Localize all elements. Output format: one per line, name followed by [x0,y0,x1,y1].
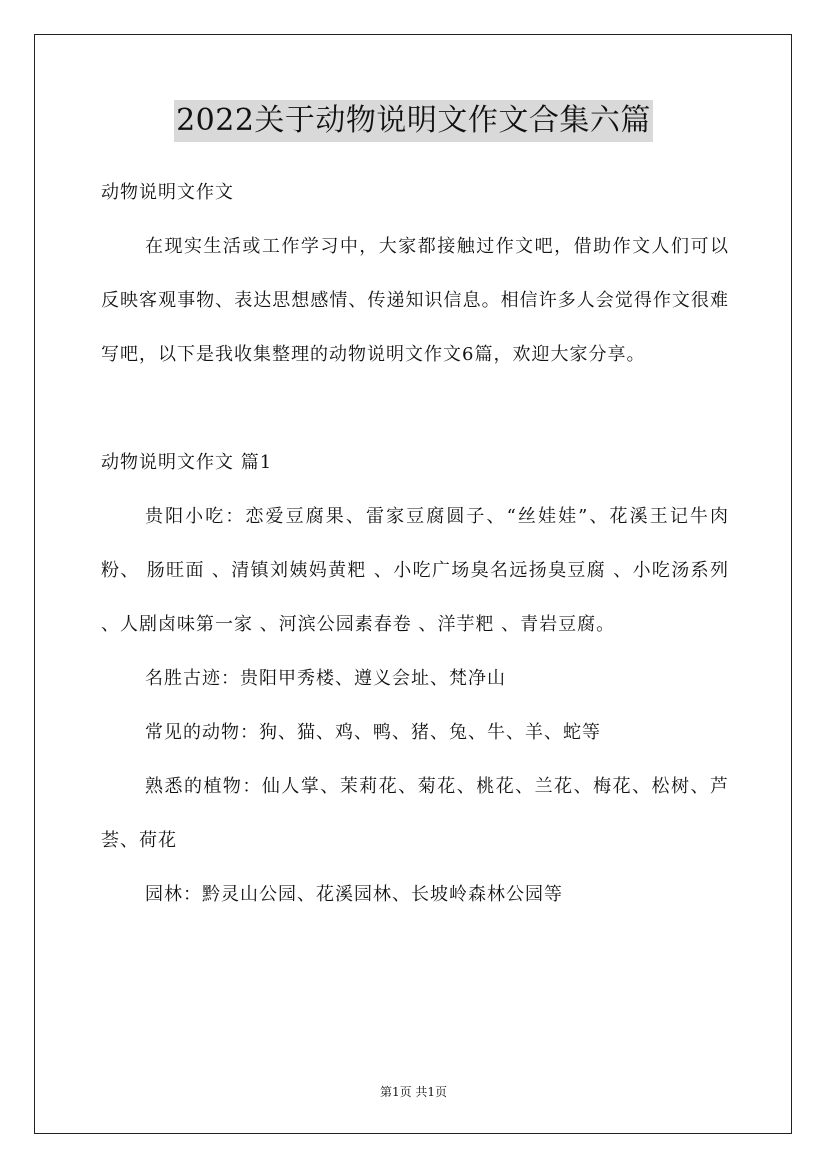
page-number: 第1页 共1页 [379,1085,448,1099]
section1-paragraph-gardens: 园林：黔灵山公园、花溪园林、长坡岭森林公园等 [145,884,563,905]
section-gap [101,382,729,436]
page-footer [0,1083,827,1101]
document-body [101,166,729,922]
section1-paragraph-snacks: 贵阳小吃：恋爱豆腐果、雷家豆腐圆子、“丝娃娃”、花溪王记牛肉粉、 肠旺面 、清镇刘姨妈黄粑 、小吃广场臭名远扬臭豆腐 、小吃汤系列 、人剧卤味第一家 、河滨公园素春卷 、洋芋粑 、青岩豆腐。 [101,506,729,635]
title-container [0,100,827,142]
document-title: 2022关于动物说明文作文合集六篇 [174,100,653,142]
intro-paragraph: 在现实生活或工作学习中，大家都接触过作文吧，借助作文人们可以反映客观事物、表达思想感情、传递知识信息。相信许多人会觉得作文很难写吧，以下是我收集整理的动物说明文作文6篇，欢迎大家分享。 [101,236,729,365]
intro-heading: 动物说明文作文 [101,182,234,203]
section1-paragraph-animals: 常见的动物：狗、猫、鸡、鸭、猪、兔、牛、羊、蛇等 [145,722,601,743]
section1-paragraph-sites: 名胜古迹：贵阳甲秀楼、遵义会址、梵净山 [145,668,506,689]
section1-heading: 动物说明文作文 篇1 [101,452,273,473]
section1-paragraph-plants: 熟悉的植物：仙人掌、茉莉花、菊花、桃花、兰花、梅花、松树、芦荟、荷花 [101,776,729,851]
